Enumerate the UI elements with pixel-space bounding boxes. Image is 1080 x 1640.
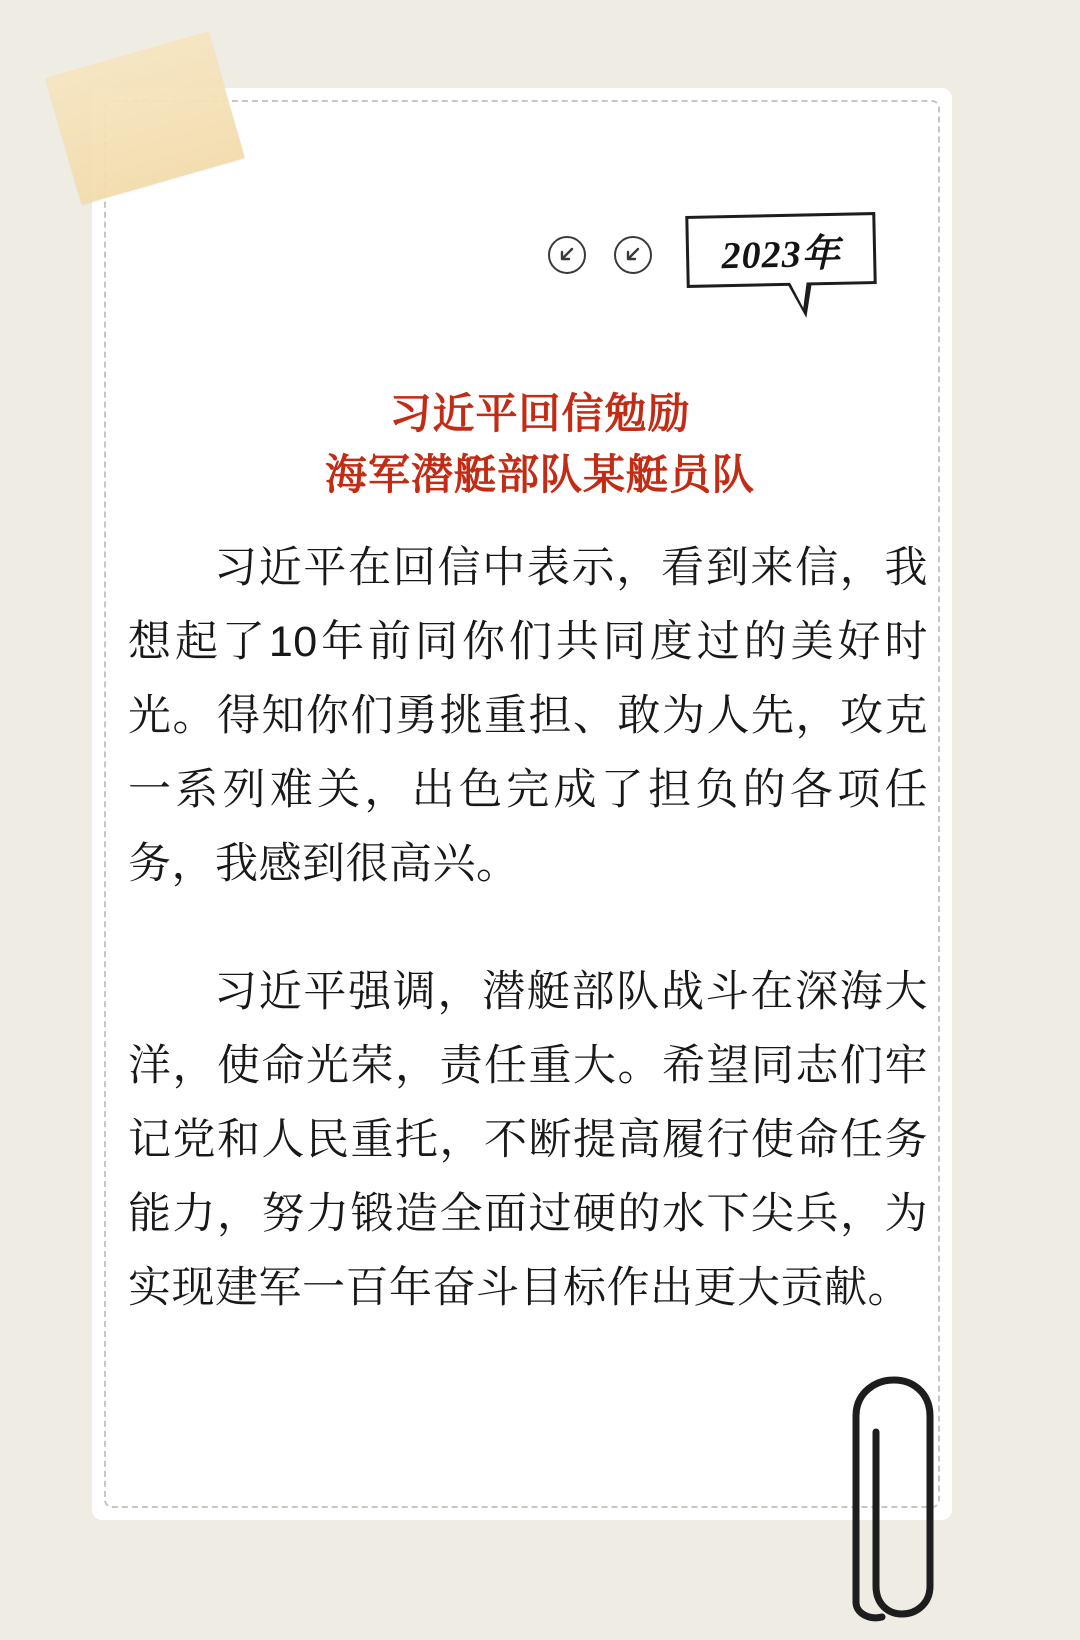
header-row xyxy=(0,210,1080,320)
year-label: 2023年 xyxy=(721,232,842,277)
page-title xyxy=(140,384,940,506)
arrow-down-left-circle-icon xyxy=(614,236,652,274)
paperclip-icon xyxy=(820,1372,940,1622)
title-line-2: 海军潜艇部队某艇员队 xyxy=(324,451,755,499)
year-badge xyxy=(685,212,876,288)
article-body xyxy=(128,532,928,1380)
arrow-down-left-circle-icon xyxy=(548,236,586,274)
paragraph: 习近平在回信中表示，看到来信，我想起了10年前同你们共同度过的美好时光。得知你们勇挑重担、敢为人先，攻克一系列难关，出色完成了担负的各项任务，我感到很高兴。 xyxy=(128,544,928,888)
title-line-1: 习近平回信勉励 xyxy=(389,390,691,438)
paragraph: 习近平强调，潜艇部队战斗在深海大洋，使命光荣，责任重大。希望同志们牢记党和人民重托，不断提高履行使命任务能力，努力锻造全面过硬的水下尖兵，为实现建军一百年奋斗目标作出更大贡献。 xyxy=(128,967,928,1312)
year-badge-tail-inner xyxy=(790,282,808,308)
